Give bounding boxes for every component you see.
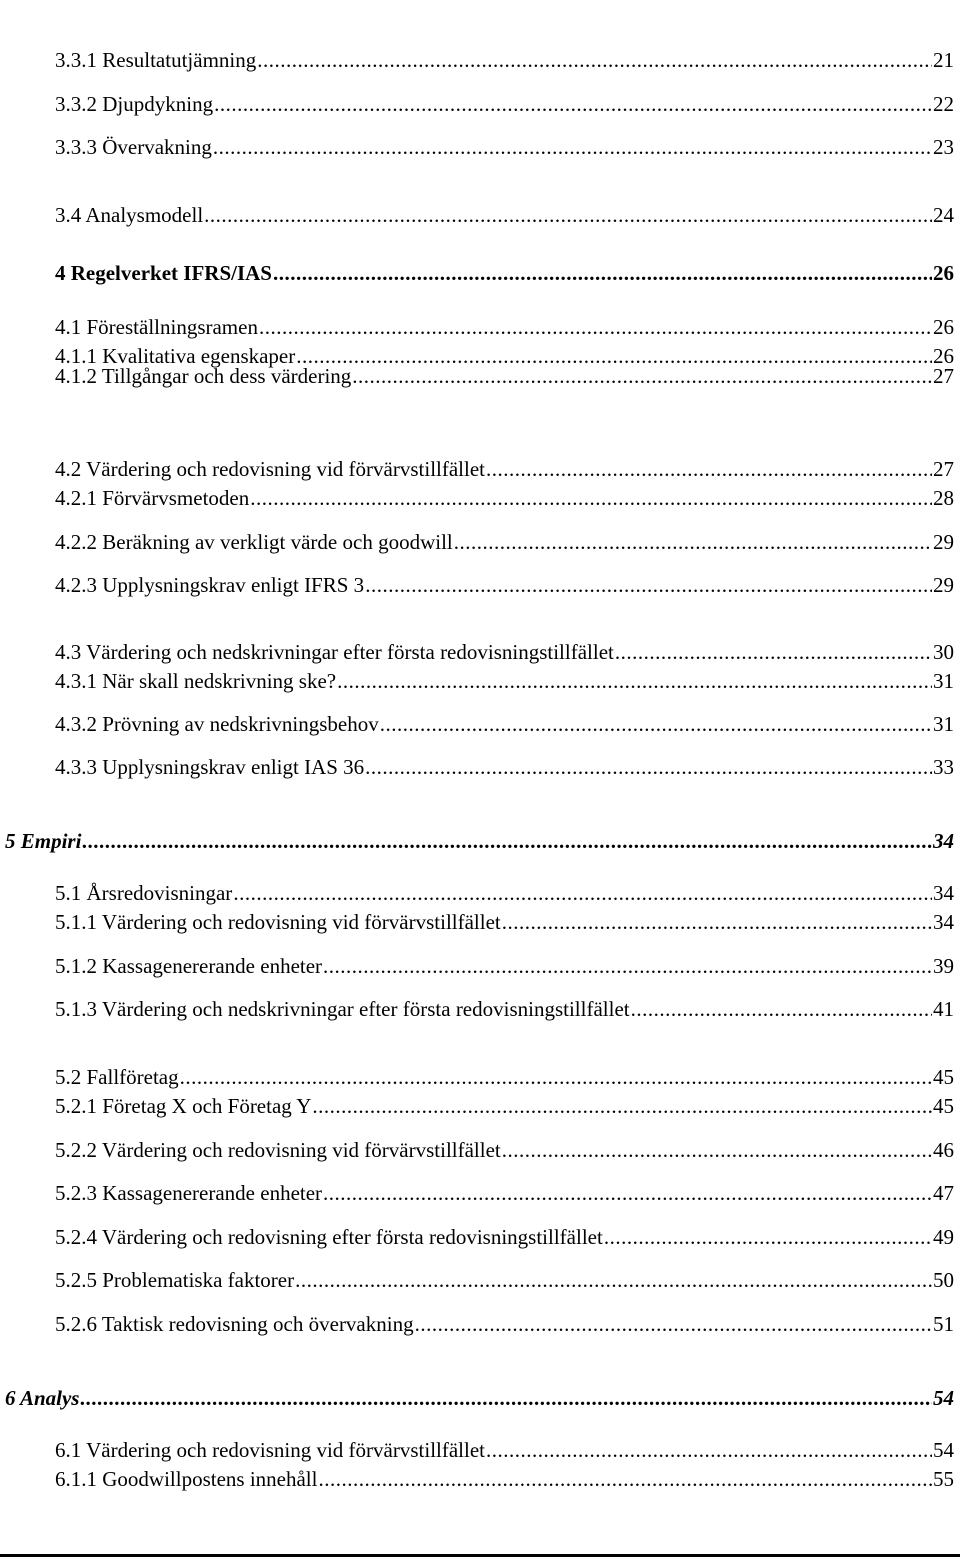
toc-page-number: 31 (933, 669, 954, 693)
toc-entry[interactable] (55, 484, 954, 512)
toc-entry[interactable] (55, 879, 954, 907)
toc-page-number: 21 (933, 48, 954, 72)
toc-entry-title: 5.2.6 Taktisk redovisning och övervakning (55, 1312, 414, 1336)
toc-entry[interactable] (55, 1266, 954, 1294)
dot-leader (323, 952, 932, 980)
toc-page-number: 30 (933, 640, 954, 664)
toc-page-number: 45 (933, 1065, 954, 1089)
toc-page-number: 45 (933, 1094, 954, 1118)
dot-leader (365, 571, 932, 599)
dot-leader (486, 455, 932, 483)
toc-entry-title: 5.2 Fallföretag (55, 1065, 179, 1089)
toc-entry-title: 4.2 Värdering och redovisning vid förvärvstillfället (55, 457, 486, 481)
toc-page-number: 28 (933, 486, 954, 510)
toc-entry[interactable] (55, 201, 954, 229)
toc-page-number: 54 (933, 1438, 954, 1462)
toc-page-number: 26 (933, 315, 954, 339)
toc-page-number: 27 (933, 457, 954, 481)
toc-entry-title: 6 Analys (5, 1386, 80, 1410)
toc-entry[interactable] (55, 1436, 954, 1464)
toc-page-number: 55 (933, 1467, 954, 1491)
toc-page-number: 34 (933, 910, 954, 934)
dot-leader (204, 201, 932, 229)
toc-entry-title: 4.3 Värdering och nedskrivningar efter första redovisningstillfället (55, 640, 614, 664)
dot-leader (454, 528, 932, 556)
toc-entry-title: 4.1.2 Tillgångar och dess värdering (55, 364, 352, 388)
dot-leader (604, 1223, 932, 1251)
toc-page-number: 29 (933, 530, 954, 554)
dot-leader (323, 1179, 932, 1207)
toc-entry[interactable] (55, 1136, 954, 1164)
toc-entry[interactable] (55, 753, 954, 781)
dot-leader (213, 133, 932, 161)
toc-chapter-entry[interactable] (5, 1384, 954, 1412)
toc-chapter-entry[interactable] (5, 827, 954, 855)
toc-entry-title: 5.1.1 Värdering och redovisning vid förvärvstillfället (55, 910, 501, 934)
toc-page-number: 54 (933, 1386, 954, 1410)
dot-leader (80, 1384, 932, 1412)
toc-entry-title: 4.2.3 Upplysningskrav enligt IFRS 3 (55, 573, 365, 597)
toc-entry-title: 5.1 Årsredovisningar (55, 881, 233, 905)
toc-entry-title: 3.3.2 Djupdykning (55, 92, 214, 116)
dot-leader (615, 638, 932, 666)
toc-page-number: 23 (933, 135, 954, 159)
dot-leader (273, 259, 932, 287)
toc-entry-title: 6.1.1 Goodwillpostens innehåll (55, 1467, 318, 1491)
dot-leader (295, 1266, 932, 1294)
dot-leader (318, 1465, 932, 1493)
toc-page-number: 24 (933, 203, 954, 227)
toc-entry[interactable] (55, 313, 954, 341)
toc-entry-title: 5.1.3 Värdering och nedskrivningar efter första redovisningstillfället (55, 997, 630, 1021)
toc-page-number: 34 (933, 881, 954, 905)
dot-leader (502, 908, 932, 936)
dot-leader (250, 484, 932, 512)
toc-entry[interactable] (55, 710, 954, 738)
dot-leader (82, 827, 932, 855)
toc-entry[interactable] (55, 952, 954, 980)
dot-leader (180, 1063, 932, 1091)
dot-leader (380, 710, 932, 738)
toc-entry-title: 5.2.1 Företag X och Företag Y (55, 1094, 312, 1118)
dot-leader (415, 1310, 932, 1338)
toc-page-number: 26 (933, 344, 954, 368)
toc-page-number: 46 (933, 1138, 954, 1162)
toc-page-number: 22 (933, 92, 954, 116)
toc-entry[interactable] (55, 667, 954, 695)
toc-page-number: 47 (933, 1181, 954, 1205)
toc-entry-title: 4.3.2 Prövning av nedskrivningsbehov (55, 712, 379, 736)
toc-chapter-entry[interactable] (55, 259, 954, 287)
toc-page-number: 50 (933, 1268, 954, 1292)
toc-entry-title: 5.2.5 Problematiska faktorer (55, 1268, 295, 1292)
toc-entry-title: 4.3.1 När skall nedskrivning ske? (55, 669, 337, 693)
toc-entry-title: 5.2.4 Värdering och redovisning efter första redovisningstillfället (55, 1225, 603, 1249)
toc-entry[interactable] (55, 1063, 954, 1091)
dot-leader (337, 667, 932, 695)
toc-entry[interactable] (55, 1092, 954, 1120)
page-bottom-rule (0, 1554, 960, 1557)
toc-entry-title: 5.1.2 Kassagenererande enheter (55, 954, 323, 978)
toc-page-number: 51 (933, 1312, 954, 1336)
dot-leader (352, 362, 932, 390)
toc-entry-title: 6.1 Värdering och redovisning vid förvärvstillfället (55, 1438, 486, 1462)
toc-entry-title: 3.3.3 Övervakning (55, 135, 212, 159)
toc-entry[interactable] (55, 528, 954, 556)
toc-entry-title: 5 Empiri (5, 829, 82, 853)
dot-leader (259, 313, 932, 341)
toc-page-number: 49 (933, 1225, 954, 1249)
dot-leader (631, 995, 932, 1023)
toc-entry-title: 4.2.2 Beräkning av verkligt värde och goodwill (55, 530, 453, 554)
toc-entry[interactable] (55, 1223, 954, 1251)
toc-page-number: 34 (933, 829, 954, 853)
toc-entry[interactable] (55, 1310, 954, 1338)
toc-entry-title: 4.3.3 Upplysningskrav enligt IAS 36 (55, 755, 365, 779)
toc-entry[interactable] (55, 571, 954, 599)
toc-page-number: 41 (933, 997, 954, 1021)
dot-leader (312, 1092, 932, 1120)
toc-entry-title: 5.2.2 Värdering och redovisning vid förvärvstillfället (55, 1138, 501, 1162)
toc-entry-title: 3.3.1 Resultatutjämning (55, 48, 257, 72)
dot-leader (365, 753, 932, 781)
toc-page-number: 39 (933, 954, 954, 978)
toc-entry[interactable] (55, 133, 954, 161)
toc-entry[interactable] (55, 1179, 954, 1207)
toc-entry[interactable] (55, 908, 954, 936)
toc-page-number: 29 (933, 573, 954, 597)
toc-page-number: 33 (933, 755, 954, 779)
dot-leader (502, 1136, 932, 1164)
toc-entry-title: 4.1 Föreställningsramen (55, 315, 258, 339)
toc-entry[interactable] (55, 455, 954, 483)
toc-entry[interactable] (55, 1465, 954, 1493)
toc-entry-title: 4.2.1 Förvärvsmetoden (55, 486, 250, 510)
dot-leader (214, 90, 932, 118)
toc-page-number: 31 (933, 712, 954, 736)
toc-entry[interactable] (55, 995, 954, 1023)
dot-leader (486, 1436, 932, 1464)
toc-entry-title: 3.4 Analysmodell (55, 203, 204, 227)
dot-leader (257, 46, 932, 74)
toc-page-number: 26 (933, 261, 954, 285)
dot-leader (233, 879, 932, 907)
toc-entry-title: 5.2.3 Kassagenererande enheter (55, 1181, 323, 1205)
toc-entry[interactable] (55, 638, 954, 666)
toc-entry[interactable] (55, 362, 954, 390)
toc-entry[interactable] (55, 90, 954, 118)
toc-entry[interactable] (55, 46, 954, 74)
toc-entry-title: 4 Regelverket IFRS/IAS (55, 261, 272, 285)
toc-page-number: 27 (933, 364, 954, 388)
toc-entry-title: 4.1.1 Kvalitativa egenskaper (55, 344, 296, 368)
